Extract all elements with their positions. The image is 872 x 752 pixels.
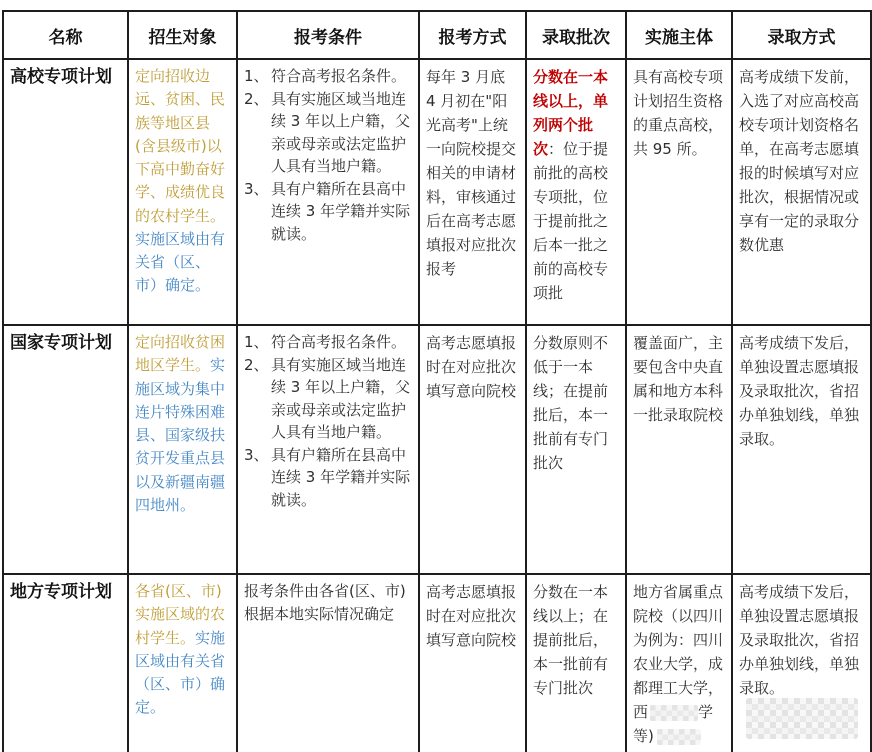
target-cell xyxy=(128,59,237,325)
condition-text: 符合高考报名条件。 xyxy=(271,67,407,85)
body-cell: 覆盖面广，主要包含中央直属和地方本科一批录取院校 xyxy=(626,325,732,574)
condition-item xyxy=(244,178,412,246)
table-row-national-plan xyxy=(3,325,871,574)
batch-text: ：位于提前批的高校专项批，位于提前批之后本一批之前的高校专项批 xyxy=(533,140,609,302)
condition-text: 具有实施区域当地连续 3 年以上户籍，父亲或母亲或法定监护人具有当地户籍。 xyxy=(271,89,411,175)
target-blue-text: 实施区域由有关省（区、市）确定。 xyxy=(135,229,226,295)
condition-item xyxy=(244,331,412,354)
admission-cell: 高考成绩下发前，入选了对应高校高校专项计划资格名单，在高考志愿填报的时候填写对应批次，根据情况或享有一定的录取分数优惠 xyxy=(732,59,871,325)
condition-text: 符合高考报名条件。 xyxy=(271,333,407,351)
batch-cell xyxy=(526,59,626,325)
plan-name: 地方专项计划 xyxy=(3,574,128,752)
table-row-local-plan xyxy=(3,574,871,752)
target-gold-text: 定向招收边远、贫困、民族等地区县(含县级市)以下高中勤奋好学、成绩优良的农村学生。 xyxy=(135,67,226,225)
col-header-batch: 录取批次 xyxy=(526,11,626,59)
admission-cell: 高考成绩下发后，单独设置志愿填报及录取批次，省招办单独划线，单独录取。 xyxy=(732,325,871,574)
condition-marker: 1、 xyxy=(244,67,269,85)
target-cell xyxy=(128,574,237,752)
plan-name: 高校专项计划 xyxy=(3,59,128,325)
batch-text: 分数在一本线以上；在提前批后，本一批前有专门批次 xyxy=(533,583,609,697)
condition-item xyxy=(244,88,412,178)
special-plans-table xyxy=(2,10,872,752)
col-header-admission: 录取方式 xyxy=(732,11,871,59)
condition-item xyxy=(244,444,412,512)
condition-item xyxy=(244,354,412,444)
condition-text: 具有户籍所在县高中连续 3 年学籍并实际就读。 xyxy=(271,445,411,509)
body-cell: 具有高校专项计划招生资格的重点高校，共 95 所。 xyxy=(626,59,732,325)
conditions-cell: 报考条件由各省(区、市)根据本地实际情况确定 xyxy=(237,574,419,752)
conditions-cell xyxy=(237,325,419,574)
method-cell: 高考志愿填报时在对应批次填写意向院校 xyxy=(419,325,526,574)
batch-cell xyxy=(526,325,626,574)
batch-cell xyxy=(526,574,626,752)
condition-text: 具有户籍所在县高中连续 3 年学籍并实际就读。 xyxy=(271,179,411,243)
condition-item xyxy=(244,65,412,88)
conditions-cell xyxy=(237,59,419,325)
method-cell: 高考志愿填报时在对应批次填写意向院校 xyxy=(419,574,526,752)
plan-name: 国家专项计划 xyxy=(3,325,128,574)
col-header-body: 实施主体 xyxy=(626,11,732,59)
col-header-target: 招生对象 xyxy=(128,11,237,59)
body-cell xyxy=(626,574,732,752)
body-text-pre: 地方省属重点院校（以四川为例为：四川农业大学，成都理工大学，西 xyxy=(633,583,724,721)
target-gold-text: 各省(区、市)实施区域的农村学生。 xyxy=(135,582,226,647)
target-blue-text: 实施区域由有关省（区、市）确定。 xyxy=(135,628,226,717)
condition-marker: 3、 xyxy=(244,179,269,198)
condition-marker: 3、 xyxy=(244,445,269,464)
censor-blur xyxy=(657,729,701,745)
censor-blur xyxy=(746,698,858,739)
admission-cell: 高考成绩下发后，单独设置志愿填报及录取批次，省招办单独划线，单独录取。 xyxy=(732,574,871,752)
batch-text: 分数原则不低于一本线；在提前批后，本一批前有专门批次 xyxy=(533,334,609,472)
target-blue-text: 实施区域为集中连片特殊困难县、国家级扶贫开发重点县以及新疆南疆四地州。 xyxy=(135,356,226,514)
table-row-university-plan xyxy=(3,59,871,325)
method-cell: 每年 3 月底 4 月初在"阳光高考"上统一向院校提交相关的申请材料，审核通过后在高考志愿填报对应批次报考 xyxy=(419,59,526,325)
batch-highlight-text: 分数在一本线以上，单列两个批次 xyxy=(533,68,609,158)
col-header-method: 报考方式 xyxy=(419,11,526,59)
target-cell xyxy=(128,325,237,574)
condition-marker: 2、 xyxy=(244,89,269,108)
condition-marker: 2、 xyxy=(244,355,269,374)
condition-text: 具有实施区域当地连续 3 年以上户籍，父亲或母亲或法定监护人具有当地户籍。 xyxy=(271,355,411,441)
header-row xyxy=(3,11,871,59)
col-header-name: 名称 xyxy=(3,11,128,59)
col-header-conditions: 报考条件 xyxy=(237,11,419,59)
body-text-post: 学等) xyxy=(633,703,714,745)
censor-blur xyxy=(650,705,698,721)
target-gold-text: 定向招收贫困地区学生。 xyxy=(135,333,226,375)
condition-marker: 1、 xyxy=(244,333,269,351)
